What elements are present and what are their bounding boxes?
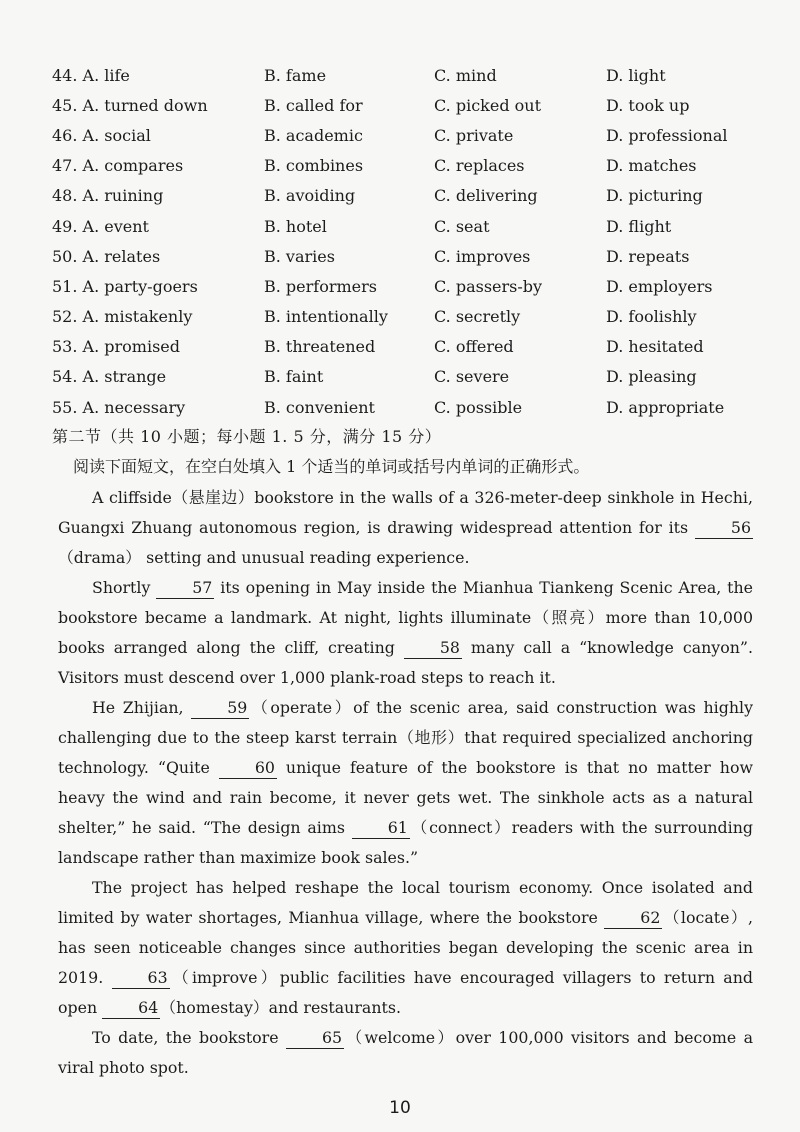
blank-57[interactable]: 57 — [156, 578, 214, 599]
passage-text: A cliffside（悬崖边）bookstore in the walls of a 326-meter-deep sinkhole in Hechi, Guangxi Zhuang autonomous region, is drawing widespread attention for its — [58, 488, 753, 537]
blank-62[interactable]: 62 — [604, 908, 662, 929]
question-number: 49. — [52, 216, 78, 236]
option-b[interactable]: B. called for — [264, 95, 363, 115]
option-row — [52, 392, 752, 422]
option-d[interactable]: D. employers — [606, 276, 713, 296]
passage-paragraph-1 — [58, 483, 753, 573]
option-b[interactable]: B. intentionally — [264, 307, 388, 327]
option-b[interactable]: B. varies — [264, 246, 335, 266]
passage-text: unique feature of the bookstore is that no matter how heavy the wind and rain become, it never gets wet. The sinkhole acts as a natural shelter,” he said. “The design aims — [58, 758, 753, 837]
option-c[interactable]: C. offered — [434, 337, 514, 357]
option-c[interactable]: C. secretly — [434, 307, 521, 327]
page-number: 10 — [389, 1098, 411, 1118]
section-title: 第二节（共 10 小题；每小题 1. 5 分，满分 15 分） — [52, 427, 442, 446]
blank-63[interactable]: 63 — [112, 968, 170, 989]
question-number: 44. — [52, 65, 78, 85]
question-number: 47. — [52, 156, 78, 176]
option-row — [52, 151, 752, 181]
option-c[interactable]: C. improves — [434, 246, 531, 266]
question-number: 54. — [52, 367, 78, 387]
option-a[interactable] — [52, 307, 264, 326]
passage-paragraph-3 — [58, 693, 753, 873]
option-c[interactable]: C. possible — [434, 397, 523, 417]
option-d[interactable]: D. hesitated — [606, 337, 704, 357]
option-row — [52, 60, 752, 90]
option-b[interactable]: B. convenient — [264, 397, 375, 417]
option-c[interactable]: C. mind — [434, 65, 497, 85]
option-a[interactable] — [52, 337, 264, 356]
option-a[interactable] — [52, 126, 264, 145]
blank-56[interactable]: 56 — [695, 518, 753, 539]
passage-paragraph-5 — [58, 1023, 753, 1083]
option-a[interactable] — [52, 367, 264, 386]
option-text: A. turned down — [82, 95, 208, 115]
passage — [58, 483, 753, 1083]
option-a[interactable] — [52, 156, 264, 175]
option-d[interactable]: D. professional — [606, 125, 728, 145]
option-row — [52, 120, 752, 150]
section-instructions: 阅读下面短文，在空白处填入 1 个适当的单词或括号内单词的正确形式。 — [73, 457, 590, 476]
question-number: 46. — [52, 125, 78, 145]
question-number: 50. — [52, 246, 78, 266]
option-b[interactable]: B. avoiding — [264, 186, 356, 206]
option-b[interactable]: B. academic — [264, 125, 363, 145]
option-d[interactable]: D. picturing — [606, 186, 703, 206]
option-text: A. event — [82, 216, 149, 236]
option-b[interactable]: B. combines — [264, 156, 364, 176]
blank-64[interactable]: 64 — [102, 998, 160, 1019]
option-c[interactable]: C. seat — [434, 216, 490, 236]
question-number: 53. — [52, 337, 78, 357]
option-c[interactable]: C. replaces — [434, 156, 525, 176]
passage-text: （connect）readers with the surrounding landscape rather than maximize book sales.” — [58, 818, 753, 867]
option-a[interactable] — [52, 398, 264, 417]
option-text: A. promised — [82, 337, 181, 357]
blank-61[interactable]: 61 — [352, 818, 410, 839]
option-a[interactable] — [52, 96, 264, 115]
blank-59[interactable]: 59 — [191, 698, 249, 719]
option-c[interactable]: C. delivering — [434, 186, 538, 206]
blank-65[interactable]: 65 — [286, 1028, 344, 1049]
passage-text: （improve）public facilities have encouraged villagers to return and open — [58, 968, 754, 1017]
option-a[interactable] — [52, 66, 264, 85]
passage-paragraph-4 — [58, 873, 753, 1023]
option-text: A. life — [82, 65, 130, 85]
option-row — [52, 302, 752, 332]
option-text: A. strange — [82, 367, 167, 387]
option-row — [52, 241, 752, 271]
option-text: A. party-goers — [82, 276, 198, 296]
option-a[interactable] — [52, 247, 264, 266]
blank-58[interactable]: 58 — [404, 638, 462, 659]
option-text: A. compares — [82, 156, 184, 176]
option-d[interactable]: D. light — [606, 65, 666, 85]
option-d[interactable]: D. took up — [606, 95, 690, 115]
option-c[interactable]: C. passers-by — [434, 276, 543, 296]
option-c[interactable]: C. private — [434, 125, 514, 145]
option-d[interactable]: D. repeats — [606, 246, 690, 266]
option-row — [52, 271, 752, 301]
option-b[interactable]: B. fame — [264, 65, 327, 85]
option-b[interactable]: B. hotel — [264, 216, 327, 236]
passage-text: The project has helped reshape the local tourism economy. Once isolated and limited by water shortages, Mianhua village, where the bookstore — [58, 878, 753, 927]
passage-text: To date, the bookstore — [92, 1028, 286, 1047]
option-row — [52, 211, 752, 241]
option-b[interactable]: B. threatened — [264, 337, 376, 357]
options-list — [52, 60, 752, 422]
option-d[interactable]: D. flight — [606, 216, 672, 236]
option-d[interactable]: D. appropriate — [606, 397, 725, 417]
option-text: A. relates — [82, 246, 161, 266]
option-b[interactable]: B. faint — [264, 367, 324, 387]
passage-text: （welcome）over 100,000 visitors and become a viral photo spot. — [58, 1028, 753, 1077]
option-row — [52, 332, 752, 362]
option-row — [52, 181, 752, 211]
passage-paragraph-2 — [58, 573, 753, 693]
passage-text: He Zhijian, — [92, 698, 192, 717]
passage-text: （locate）, has seen noticeable changes since authorities began developing the scenic area in 2019. — [58, 908, 754, 987]
option-c[interactable]: C. severe — [434, 367, 510, 387]
passage-text: Shortly — [92, 578, 157, 597]
blank-60[interactable]: 60 — [219, 758, 277, 779]
question-number: 52. — [52, 307, 78, 327]
passage-text: （drama） setting and unusual reading experience. — [58, 548, 470, 567]
option-a[interactable] — [52, 277, 264, 296]
question-number: 55. — [52, 397, 78, 417]
option-text: A. mistakenly — [82, 307, 193, 327]
option-d[interactable]: D. pleasing — [606, 367, 697, 387]
option-d[interactable]: D. matches — [606, 156, 697, 176]
question-number: 45. — [52, 95, 78, 115]
option-row — [52, 90, 752, 120]
option-a[interactable] — [52, 217, 264, 236]
option-c[interactable]: C. picked out — [434, 95, 542, 115]
passage-text: many call a “knowledge canyon”. Visitors must descend over 1,000 plank-road steps to reach it. — [58, 638, 753, 687]
option-row — [52, 362, 752, 392]
question-number: 48. — [52, 186, 78, 206]
option-d[interactable]: D. foolishly — [606, 307, 697, 327]
option-a[interactable] — [52, 186, 264, 205]
option-text: A. necessary — [82, 397, 186, 417]
option-text: A. social — [82, 125, 151, 145]
passage-text: its opening in May inside the Mianhua Tiankeng Scenic Area, the bookstore became a landmark. At night, lights illuminate（照亮）more than 10,000 books arranged along the cliff, creating — [58, 578, 753, 657]
option-b[interactable]: B. performers — [264, 276, 377, 296]
option-text: A. ruining — [82, 186, 164, 206]
question-number: 51. — [52, 276, 78, 296]
passage-text: （homestay）and restaurants. — [160, 998, 401, 1017]
passage-text: （operate）of the scenic area, said construction was highly challenging due to the steep karst terrain（地形）that required specialized anchoring technology. “Quite — [58, 698, 753, 777]
